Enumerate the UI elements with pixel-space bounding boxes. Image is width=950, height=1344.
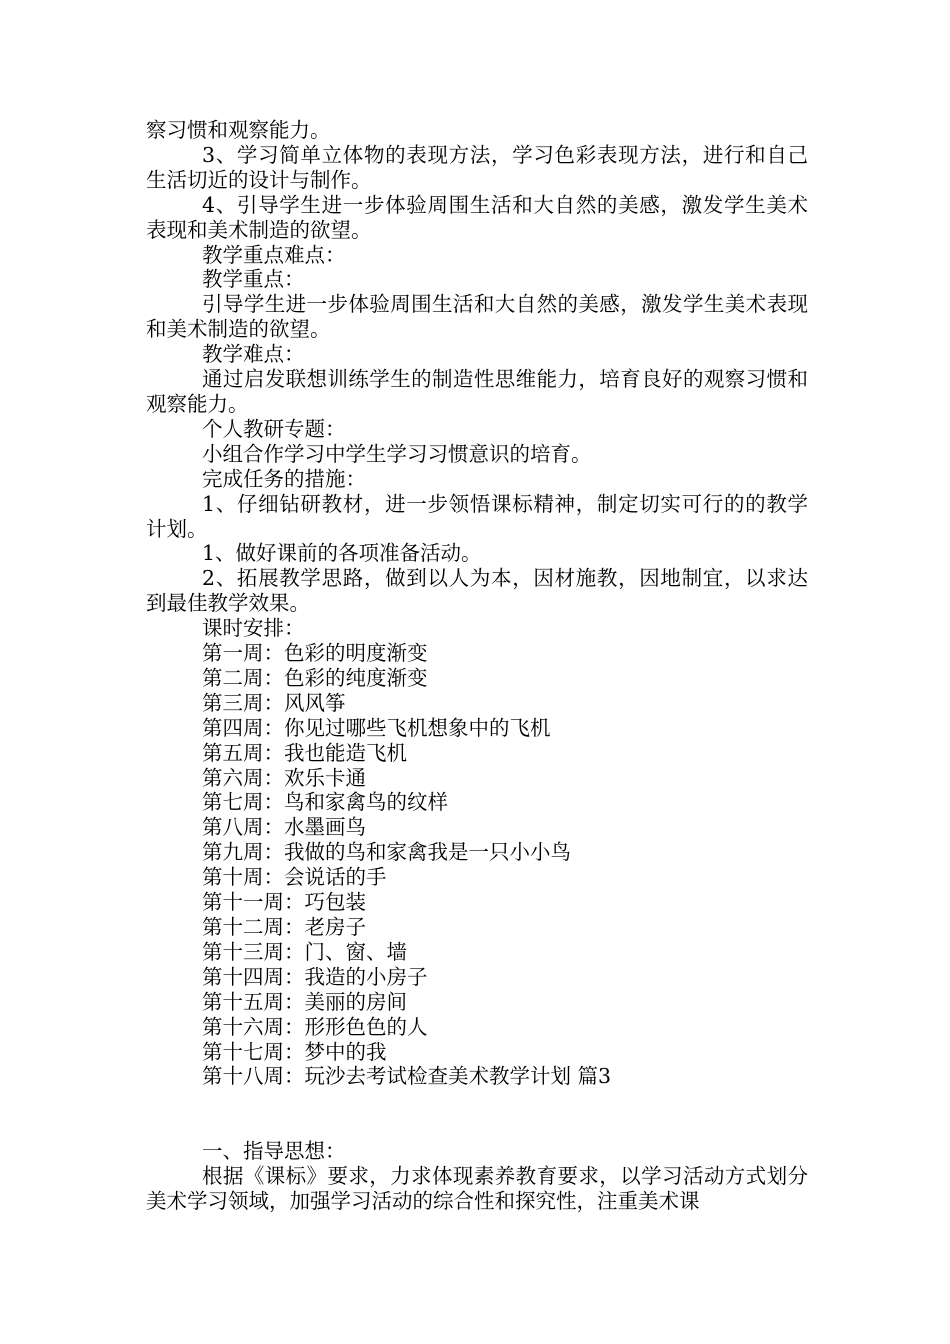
paragraph: 1、做好课前的各项准备活动。 <box>202 541 482 566</box>
paragraph: 小组合作学习中学生学习习惯意识的培育。 <box>202 441 592 466</box>
schedule-item: 第八周：水墨画鸟 <box>202 815 366 840</box>
section-heading: 教学重点难点： <box>202 242 346 267</box>
paragraph: 根据《课标》要求，力求体现素养教育要求，以学习活动方式划分美术学习领域，加强学习活动的综合性和探究性，注重美术课 <box>146 1164 808 1214</box>
schedule-item: 第十五周：美丽的房间 <box>202 989 407 1014</box>
schedule-item: 第七周：鸟和家禽鸟的纹样 <box>202 790 448 815</box>
schedule-item: 第四周：你见过哪些飞机想象中的飞机 <box>202 715 551 740</box>
section-heading: 教学重点： <box>202 267 305 292</box>
section-heading: 课时安排： <box>202 616 305 641</box>
schedule-item: 第五周：我也能造飞机 <box>202 740 407 765</box>
paragraph: 3、学习简单立体物的表现方法，学习色彩表现方法，进行和自己生活切近的设计与制作。 <box>146 142 808 192</box>
paragraph: 4、引导学生进一步体验周围生活和大自然的美感，激发学生美术表现和美术制造的欲望。 <box>146 192 808 242</box>
schedule-item: 第十八周：玩沙去考试检查美术教学计划 篇3 <box>202 1064 612 1089</box>
paragraph: 1、仔细钻研教材，进一步领悟课标精神，制定切实可行的的教学计划。 <box>146 491 808 541</box>
document-body <box>146 118 808 1214</box>
schedule-item: 第二周：色彩的纯度渐变 <box>202 665 428 690</box>
section-heading: 教学难点： <box>202 342 305 367</box>
schedule-item: 第六周：欢乐卡通 <box>202 765 366 790</box>
schedule-list <box>146 641 808 1089</box>
paragraph: 2、拓展教学思路，做到以人为本，因材施教，因地制宜，以求达到最佳教学效果。 <box>146 566 808 616</box>
schedule-item: 第十周：会说话的手 <box>202 865 387 890</box>
schedule-item: 第十二周：老房子 <box>202 915 366 939</box>
paragraph-gap <box>146 1089 808 1139</box>
schedule-item: 第十三周：门、窗、墙 <box>202 939 407 964</box>
schedule-item: 第十一周：巧包装 <box>202 890 366 915</box>
schedule-item: 第十四周：我造的小房子 <box>202 964 428 989</box>
paragraph: 察习惯和观察能力。 <box>146 118 331 142</box>
paragraph: 通过启发联想训练学生的制造性思维能力，培育良好的观察习惯和观察能力。 <box>146 367 808 416</box>
schedule-item: 第三周：风风筝 <box>202 690 346 715</box>
schedule-item: 第十六周：形形色色的人 <box>202 1014 428 1039</box>
schedule-item: 第十七周：梦中的我 <box>202 1039 387 1064</box>
schedule-item: 第九周：我做的鸟和家禽我是一只小小鸟 <box>202 840 571 865</box>
section-heading: 一、指导思想： <box>202 1139 346 1164</box>
schedule-item: 第一周：色彩的明度渐变 <box>202 641 428 666</box>
paragraph: 引导学生进一步体验周围生活和大自然的美感，激发学生美术表现和美术制造的欲望。 <box>146 292 808 342</box>
section-heading: 完成任务的措施： <box>202 466 366 491</box>
section-heading: 个人教研专题： <box>202 416 346 441</box>
